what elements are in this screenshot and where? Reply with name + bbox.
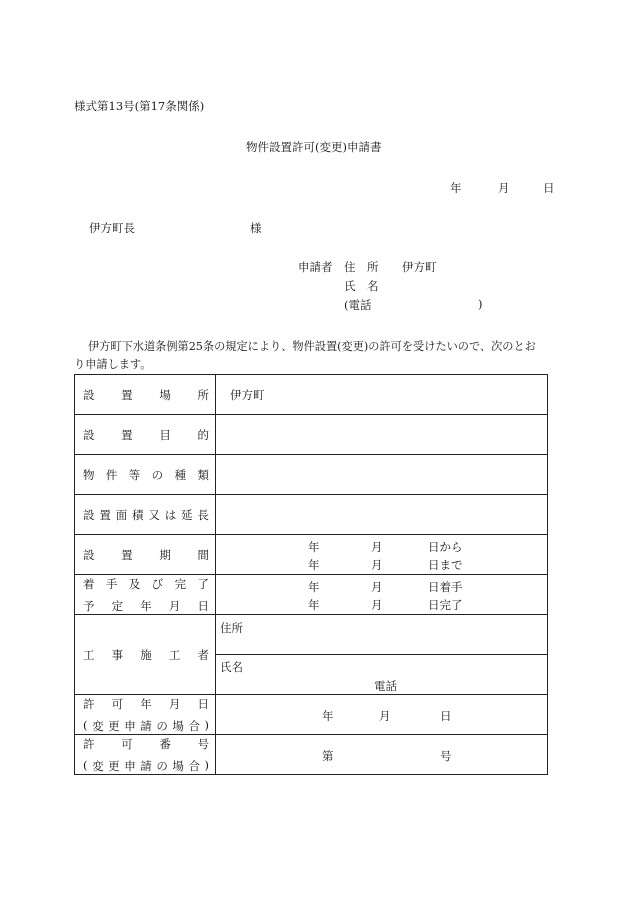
label-char: 請: [140, 718, 152, 733]
label-char: 積: [132, 507, 144, 522]
label-char: 置: [121, 427, 133, 442]
label-char: 等: [128, 467, 141, 482]
form-number: 様式第13号(第17条関係): [74, 99, 205, 113]
label-char: 場: [172, 718, 184, 733]
label-char: ): [204, 717, 209, 732]
applicant-name-label: 氏 名: [344, 279, 379, 293]
label-char: 年: [140, 598, 152, 613]
label-char: 工: [83, 647, 95, 662]
label-char: 更: [108, 758, 120, 773]
label-char: の: [156, 758, 168, 773]
label-kind-text: [83, 467, 215, 483]
contractor-name-label: 氏名: [220, 660, 243, 674]
label-char: 場: [172, 758, 184, 773]
field-location[interactable]: [216, 375, 548, 415]
label-char: (: [83, 757, 88, 772]
label-char: 置: [99, 507, 111, 522]
label-char: 延: [181, 507, 193, 522]
label-char: 手: [105, 576, 118, 591]
field-work[interactable]: [216, 575, 548, 615]
label-char: 施: [140, 647, 152, 662]
label-char: 類: [197, 467, 209, 482]
row-area: [75, 495, 548, 535]
body-text-line-1: 伊方町下水道条例第25条の規定により、物件設置(変更)の許可を受けたいので、次のとお: [88, 340, 536, 353]
row-permit-date: [75, 695, 548, 735]
label-permit-date-line-2: [83, 718, 215, 734]
label-char: 月: [168, 696, 181, 711]
label-char: 日: [197, 598, 209, 613]
date-month: 月: [498, 181, 510, 195]
label-char: 定: [111, 598, 124, 613]
label-period: [75, 535, 216, 575]
label-char: 置: [121, 547, 133, 562]
row-period: [75, 535, 548, 575]
field-kind[interactable]: [216, 455, 548, 495]
label-char: 設: [83, 547, 95, 562]
label-char: 可: [121, 736, 133, 751]
applicant-address-value: 伊方町: [402, 260, 437, 274]
work-finish-year: 年: [308, 597, 320, 612]
label-contractor: [75, 615, 216, 695]
permit-date-month: 月: [379, 709, 391, 723]
field-permit-no[interactable]: [216, 735, 548, 775]
label-char: 着: [83, 576, 95, 591]
label-area-text: [83, 507, 215, 523]
date-day: 日: [543, 181, 555, 195]
label-char: 又: [148, 507, 160, 522]
label-char: は: [164, 507, 177, 522]
location-value: 伊方町: [230, 387, 265, 402]
label-char: 更: [108, 718, 120, 733]
label-char: ): [204, 757, 209, 772]
label-char: 変: [92, 718, 104, 733]
row-purpose: [75, 415, 548, 455]
label-char: 種: [174, 467, 187, 482]
label-char: 番: [159, 736, 171, 751]
work-start-day: 日着手: [428, 579, 463, 594]
label-period-text: [83, 547, 215, 563]
label-contractor-text: [83, 647, 215, 663]
applicant-role: 申請者: [298, 260, 333, 274]
label-char: 日: [197, 696, 209, 711]
label-char: 月: [168, 598, 181, 613]
period-to-year: 年: [308, 557, 320, 572]
label-char: 事: [111, 647, 124, 662]
label-char: び: [151, 576, 164, 591]
label-char: 面: [115, 507, 128, 522]
label-permit-no-line-1: [83, 736, 215, 752]
label-char: 期: [159, 547, 171, 562]
contractor-phone-label: 電話: [374, 679, 397, 693]
label-char: 的: [197, 427, 209, 442]
row-work: [75, 575, 548, 615]
addressee-honorific: 様: [250, 221, 262, 235]
label-permit-date: [75, 695, 216, 735]
field-purpose[interactable]: [216, 415, 548, 455]
work-start-year: 年: [308, 579, 320, 594]
label-work: [75, 575, 216, 615]
label-char: の: [151, 467, 164, 482]
label-char: 置: [121, 387, 133, 402]
label-kind: [75, 455, 216, 495]
label-purpose-text: [83, 427, 215, 443]
label-char: 長: [197, 507, 209, 522]
label-purpose: [75, 415, 216, 455]
label-char: 合: [188, 758, 200, 773]
work-start-month: 月: [371, 579, 383, 594]
label-char: 者: [197, 647, 209, 662]
page-title: 物件設置許可(変更)申請書: [246, 140, 382, 154]
work-start-line: [216, 577, 547, 595]
label-permit-no-line-2: [83, 758, 215, 774]
label-char: 申: [124, 758, 136, 773]
field-permit-date[interactable]: [216, 695, 548, 735]
label-char: 可: [111, 696, 124, 711]
period-from-month: 月: [371, 539, 383, 554]
row-kind: [75, 455, 548, 495]
period-to-day: 日まで: [428, 557, 463, 572]
addressee-name: 伊方町長: [89, 221, 135, 235]
label-char: 件: [105, 467, 118, 482]
permit-date-day: 日: [440, 709, 452, 723]
label-char: 変: [92, 758, 104, 773]
label-char: 年: [140, 696, 152, 711]
period-from-day: 日から: [428, 539, 463, 554]
label-char: (: [83, 717, 88, 732]
label-char: 号: [197, 736, 209, 751]
row-permit-no: [75, 735, 548, 775]
label-location: [75, 375, 216, 415]
field-period[interactable]: [216, 535, 548, 575]
label-char: 許: [83, 736, 95, 751]
label-char: 場: [159, 387, 171, 402]
period-to-line: [216, 555, 547, 573]
application-table: [74, 374, 548, 775]
label-char: 設: [83, 507, 95, 522]
permit-no-prefix: 第: [322, 749, 334, 763]
row-contractor-address: [75, 615, 548, 655]
label-work-line-1: [83, 576, 215, 592]
label-char: 合: [188, 718, 200, 733]
work-finish-month: 月: [371, 597, 383, 612]
label-char: 及: [128, 576, 141, 591]
label-char: 許: [83, 696, 95, 711]
row-location: [75, 375, 548, 415]
label-work-line-2: [83, 598, 215, 614]
applicant-phone-open: (電話: [344, 298, 372, 312]
applicant-phone-close: ): [478, 297, 483, 311]
label-char: 了: [197, 576, 209, 591]
label-char: 申: [124, 718, 136, 733]
field-area[interactable]: [216, 495, 548, 535]
date-year: 年: [450, 181, 462, 195]
period-from-line: [216, 537, 547, 555]
label-char: 設: [83, 387, 95, 402]
permit-date-year: 年: [322, 709, 334, 723]
applicant-address-label: 住 所: [344, 260, 379, 274]
label-char: 請: [140, 758, 152, 773]
label-char: 目: [159, 427, 171, 442]
label-char: 完: [174, 576, 187, 591]
label-location-text: [83, 387, 215, 403]
contractor-address-label: 住所: [220, 621, 243, 635]
label-area: [75, 495, 216, 535]
label-char: 予: [83, 598, 95, 613]
period-from-year: 年: [308, 539, 320, 554]
permit-no-suffix: 号: [440, 749, 452, 763]
label-char: の: [156, 718, 168, 733]
label-char: 物: [83, 467, 95, 482]
label-char: 間: [197, 547, 209, 562]
field-contractor-address[interactable]: [216, 615, 548, 655]
label-permit-no: [75, 735, 216, 775]
label-char: 設: [83, 427, 95, 442]
work-finish-line: [216, 595, 547, 613]
work-finish-day: 日完了: [428, 597, 463, 612]
label-char: 所: [197, 387, 209, 402]
body-text-line-2: り申請します。: [74, 358, 152, 371]
label-char: 工: [168, 647, 181, 662]
field-contractor-name[interactable]: [216, 655, 548, 695]
label-permit-date-line-1: [83, 696, 215, 712]
period-to-month: 月: [371, 557, 383, 572]
